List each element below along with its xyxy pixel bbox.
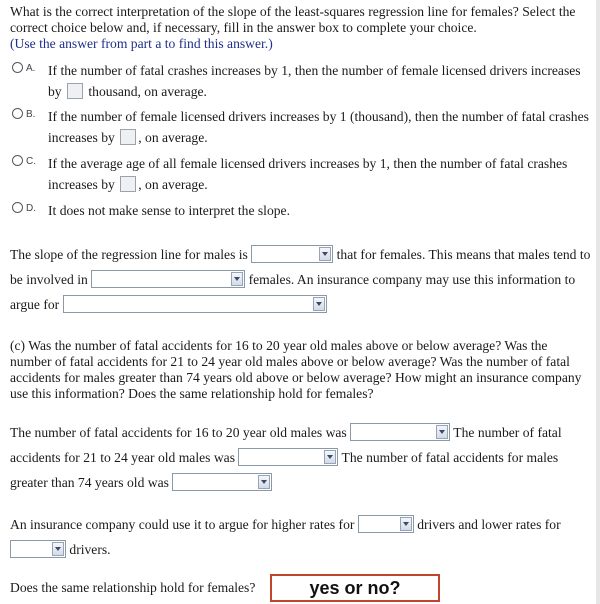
option-text: If the number of fatal crashes increases by 1, then the number of female licensed drivers increases by xyxy=(48,63,581,99)
involvement-select[interactable] xyxy=(91,270,245,288)
slope-compare-select[interactable] xyxy=(251,245,333,263)
question-hint: (Use the answer from part a to find this answer.) xyxy=(10,36,273,51)
option-letter: C. xyxy=(26,156,36,167)
option-letter: A. xyxy=(26,63,36,74)
option-a[interactable] xyxy=(10,60,590,102)
insurance-text-2: drivers and lower rates for xyxy=(417,517,561,532)
scrollbar[interactable] xyxy=(596,0,600,604)
answer-box-b[interactable] xyxy=(120,129,136,145)
age-16-20-select[interactable] xyxy=(350,423,450,441)
yes-no-callout: yes or no? xyxy=(270,574,440,602)
males-text-2: that for females. This means that males tend to be involved in xyxy=(10,247,591,287)
question-text xyxy=(10,4,588,52)
lower-rates-select[interactable] xyxy=(10,540,66,558)
males-paragraph xyxy=(10,242,592,317)
fatal-text-1: The number of fatal accidents for 16 to 20 year old males was xyxy=(10,425,347,440)
option-text: It does not make sense to interpret the slope. xyxy=(48,203,290,218)
chevron-down-icon[interactable] xyxy=(258,475,270,489)
chevron-down-icon[interactable] xyxy=(324,450,336,464)
age-over-74-select[interactable] xyxy=(172,473,272,491)
final-question: Does the same relationship hold for females? xyxy=(10,580,256,595)
option-b[interactable] xyxy=(10,106,590,148)
radio-c[interactable] xyxy=(12,155,23,166)
insurance-paragraph xyxy=(10,512,592,562)
radio-b[interactable] xyxy=(12,108,23,119)
option-text: If the number of female licensed drivers increases by 1 (thousand), then the number of fatal crashes increases by xyxy=(48,109,589,145)
fatal-paragraph xyxy=(10,420,592,495)
insurance-text-3: drivers. xyxy=(69,542,111,557)
chevron-down-icon[interactable] xyxy=(52,542,64,556)
age-21-24-select[interactable] xyxy=(238,448,338,466)
insurance-text-1: An insurance company could use it to argue for higher rates for xyxy=(10,517,355,532)
option-letter: B. xyxy=(26,109,36,120)
part-c-question: (c) Was the number of fatal accidents for 16 to 20 year old males above or below average? Was the number of fatal accidents for 21 to 24 year old males above or below average? Was the number of fatal accidents for males greater than 74 years old above or below average? How might an insurance company use this information? Does the same relationship hold for females? xyxy=(10,338,582,401)
option-d[interactable] xyxy=(10,200,590,221)
radio-d[interactable] xyxy=(12,202,23,213)
fatal-text-2: The number of fatal accidents for 21 to 24 year old males was xyxy=(10,425,562,465)
option-text: thousand, on average. xyxy=(88,84,207,99)
males-text-1: The slope of the regression line for males is xyxy=(10,247,248,262)
chevron-down-icon[interactable] xyxy=(400,517,412,531)
argue-for-select[interactable] xyxy=(63,295,327,313)
option-text: If the average age of all female licensed drivers increases by 1, then the number of fatal crashes increases by xyxy=(48,156,568,192)
radio-a[interactable] xyxy=(12,62,23,73)
question-main: What is the correct interpretation of the slope of the least-squares regression line for females? Select the correct choice below and, if necessary, fill in the answer box to complete your choice. xyxy=(10,4,576,35)
option-letter: D. xyxy=(26,203,36,214)
answer-box-c[interactable] xyxy=(120,176,136,192)
males-text-3: females. An insurance company may use this information to argue for xyxy=(10,272,576,312)
chevron-down-icon[interactable] xyxy=(436,425,448,439)
answer-box-a[interactable] xyxy=(67,83,83,99)
option-text: , on average. xyxy=(138,177,208,192)
higher-rates-select[interactable] xyxy=(358,515,414,533)
option-text: , on average. xyxy=(138,130,208,145)
chevron-down-icon[interactable] xyxy=(231,272,243,286)
chevron-down-icon[interactable] xyxy=(319,247,331,261)
fatal-text-3: The number of fatal accidents for males greater than 74 years old was xyxy=(10,450,559,490)
chevron-down-icon[interactable] xyxy=(313,297,325,311)
option-c[interactable] xyxy=(10,153,590,195)
